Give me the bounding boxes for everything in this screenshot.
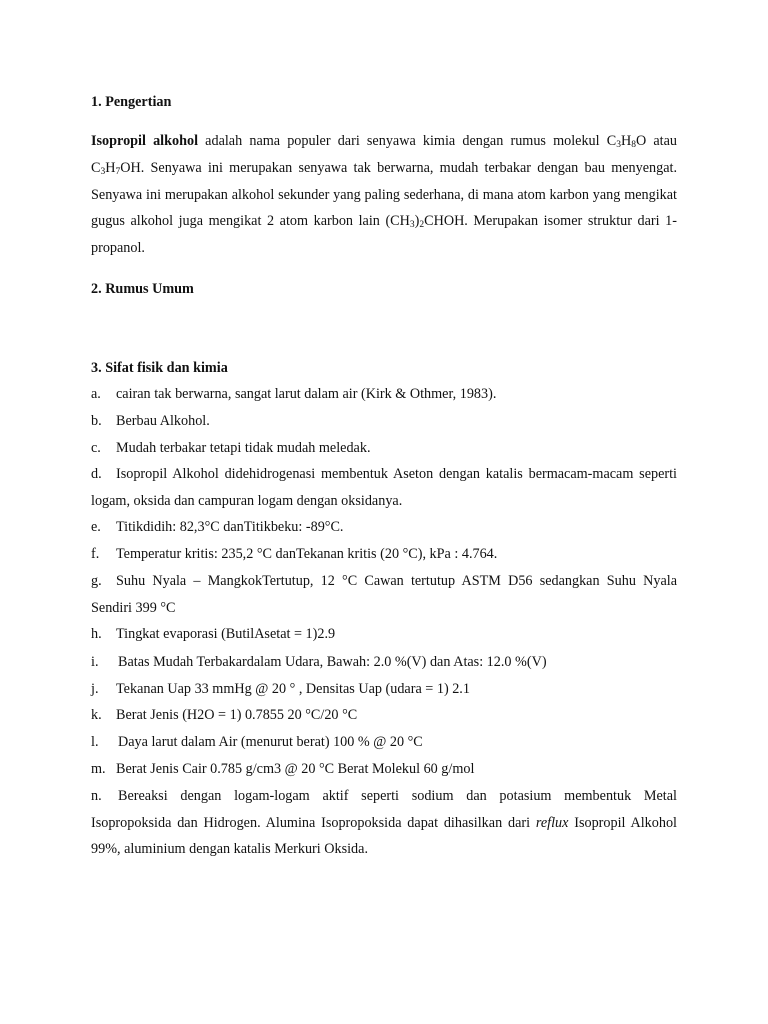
list-item-l <box>91 729 677 756</box>
text-run: H <box>620 133 632 149</box>
list-marker: l. <box>91 734 99 750</box>
heading-rumus-umum: 2. Rumus Umum <box>91 281 194 297</box>
text-run: O atau C <box>91 133 677 176</box>
text-run: ) <box>414 213 420 230</box>
subscript: 3 <box>409 220 415 231</box>
subscript: 8 <box>631 140 636 150</box>
list-marker: e. <box>91 519 101 535</box>
list-marker: g. <box>91 573 102 589</box>
list-text: Mudah terbakar tetapi tidak mudah meledak. <box>116 440 371 456</box>
list-text: Isopropil Alkohol didehidrogenasi membentuk Aseton dengan katalis bermacam-macam seperti logam, oksida dan campuran logam dengan oksidanya. <box>91 466 677 509</box>
list-marker: j. <box>91 681 99 697</box>
list-text: Daya larut dalam Air (menurut berat) 100 % @ 20 °C <box>118 734 423 750</box>
list-item-k <box>91 702 677 729</box>
list-item-n <box>91 783 677 863</box>
list-text: Tekanan Uap 33 mmHg @ 20 ° , Densitas Uap (udara = 1) 2.1 <box>116 681 470 697</box>
list-marker: i. <box>91 654 99 670</box>
list-text: Berbau Alkohol. <box>116 413 210 429</box>
text-run: CHOH. Merupakan isomer struktur dari 1-propanol. <box>91 213 677 257</box>
list-text: cairan tak berwarna, sangat larut dalam air (Kirk & Othmer, 1983). <box>116 386 497 402</box>
heading-pengertian: 1. Pengertian <box>91 94 172 110</box>
list-item-j <box>91 676 677 703</box>
list-item-b <box>91 408 677 435</box>
term-isopropil-alkohol: Isopropil alkohol <box>91 133 199 149</box>
list-item-c <box>91 435 677 462</box>
list-text: Suhu Nyala – MangkokTertutup, 12 °C Cawan tertutup ASTM D56 sedangkan Suhu Nyala Sendiri 399 °C <box>91 573 677 616</box>
list-item-h <box>91 621 677 648</box>
list-item-g <box>91 568 677 621</box>
list-text: Bereaksi dengan logam-logam aktif seperti sodium dan potasium membentuk Metal Isopropoksida dan Hidrogen. Alumina Isopropoksida dapat dihasilkan dari <box>91 788 677 831</box>
list-text: Berat Jenis (H2O = 1) 0.7855 20 °C/20 °C <box>116 707 358 723</box>
list-item-f <box>91 541 677 568</box>
list-item-a <box>91 381 677 408</box>
term-reflux: reflux <box>535 814 569 831</box>
heading-sifat-fisik-kimia: 3. Sifat fisik dan kimia <box>91 360 228 376</box>
text-run: OH. Senyawa ini merupakan senyawa tak berwarna, mudah terbakar dengan bau menyengat. Senyawa ini merupakan alkohol sekunder yang paling sederhana, di mana atom karbon yang mengikat gugus alkohol juga mengikat 2 atom karbon lain (CH <box>91 159 677 230</box>
list-item-d <box>91 461 677 514</box>
list-marker: a. <box>91 386 101 402</box>
list-marker: d. <box>91 466 102 482</box>
subscript: 2 <box>419 220 425 231</box>
text-run: adalah nama populer dari senyawa kimia dengan rumus molekul C <box>198 133 617 149</box>
subscript: 3 <box>100 166 106 177</box>
list-marker: h. <box>91 626 102 642</box>
list-text: Titikdidih: 82,3°C danTitikbeku: -89°C. <box>116 519 344 535</box>
list-text: Isopropil Alkohol 99%, aluminium dengan katalis Merkuri Oksida. <box>91 814 677 858</box>
list-marker: n. <box>91 788 102 804</box>
paragraph-pengertian <box>91 128 677 262</box>
list-marker: k. <box>91 707 102 723</box>
list-text: Temperatur kritis: 235,2 °C danTekanan kritis (20 °C), kPa : 4.764. <box>116 546 498 562</box>
list-marker: m. <box>91 761 106 777</box>
subscript: 7 <box>115 166 121 177</box>
subscript: 3 <box>616 140 621 150</box>
list-marker: b. <box>91 413 102 429</box>
list-text: Tingkat evaporasi (ButilAsetat = 1)2.9 <box>116 626 336 642</box>
list-item-m <box>91 756 677 783</box>
text-run: H <box>105 159 116 176</box>
list-text: Berat Jenis Cair 0.785 g/cm3 @ 20 °C Berat Molekul 60 g/mol <box>116 761 475 777</box>
list-text: Batas Mudah Terbakardalam Udara, Bawah: 2.0 %(V) dan Atas: 12.0 %(V) <box>118 654 547 670</box>
list-item-e <box>91 514 677 541</box>
list-marker: c. <box>91 440 101 456</box>
list-marker: f. <box>91 546 100 562</box>
list-item-i <box>91 649 677 676</box>
